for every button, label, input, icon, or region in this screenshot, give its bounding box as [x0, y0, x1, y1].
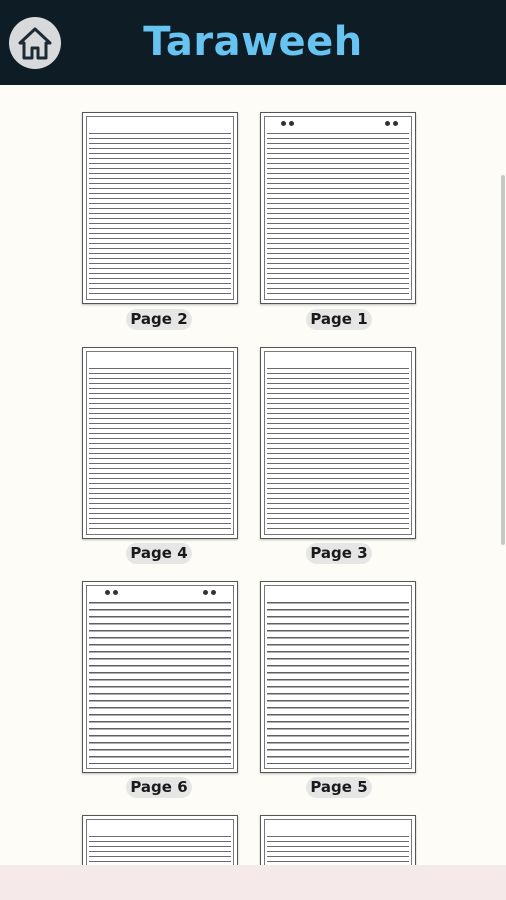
thumbnail-text [89, 836, 231, 865]
page-label-4[interactable]: Page 4 [126, 543, 192, 564]
thumbnail-text [267, 602, 409, 764]
page-title: Taraweeh [143, 19, 363, 65]
thumbnail-text [267, 368, 409, 530]
vertical-scrollbar[interactable] [501, 175, 505, 545]
page-label-2[interactable]: Page 2 [126, 309, 192, 330]
page-label-6[interactable]: Page 6 [126, 777, 192, 798]
page-label-5[interactable]: Page 5 [306, 777, 372, 798]
thumbnail-text [89, 602, 231, 764]
thumbnail-text [267, 836, 409, 865]
page-thumbnail-1[interactable] [260, 112, 416, 304]
thumbnail-heading [91, 591, 229, 597]
page-thumbnail-6[interactable] [82, 581, 238, 773]
page-thumbnail-8[interactable] [82, 815, 238, 865]
thumbnail-heading [269, 122, 407, 128]
page-thumbnail-2[interactable] [82, 112, 238, 304]
thumbnail-text [89, 368, 231, 530]
page-label-3[interactable]: Page 3 [306, 543, 372, 564]
page-thumbnail-5[interactable] [260, 581, 416, 773]
page-thumbnail-7[interactable] [260, 815, 416, 865]
page-thumbnail-4[interactable] [82, 347, 238, 539]
page-label-1[interactable]: Page 1 [306, 309, 372, 330]
page-grid [0, 85, 506, 865]
thumbnail-text [267, 133, 409, 295]
page-thumbnail-3[interactable] [260, 347, 416, 539]
footer-bar [0, 865, 506, 900]
app-header [0, 0, 506, 85]
thumbnail-text [89, 133, 231, 295]
